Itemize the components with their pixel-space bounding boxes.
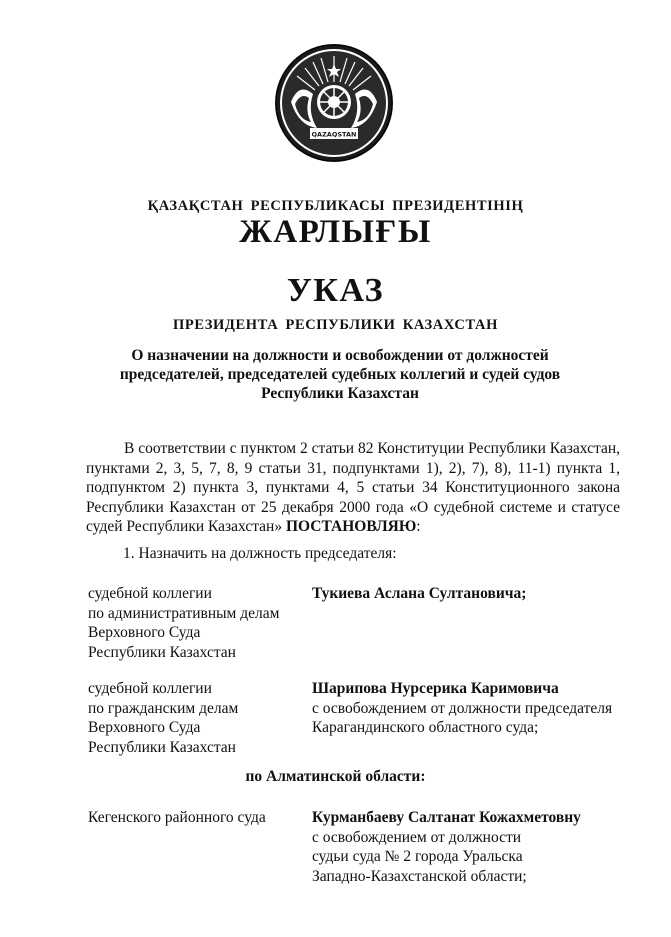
- appointment-position: [88, 584, 303, 662]
- header-russian-line: ПРЕЗИДЕНТА РЕСПУБЛИКИ КАЗАХСТАН: [173, 317, 498, 333]
- appointee-name: Курманбаеву Салтанат Кожахметовну: [312, 809, 581, 826]
- decree-subject-line: Республики Казахстан: [261, 385, 419, 402]
- preamble-text: В соответствии с пунктом 2 статьи 82 Конституции Республики Казахстан, пунктами 2, 3, 5, 7, 8, 9 статьи 31, подпунктами 1), 2), 7), 8), 11-1) пункта 1, подпунктом 2) пункта 3, пунктами 4, 5 статьи 34 Конституционного закона Республики Казахстан от 25 декабря 2000 года «О судебной системе и статусе судей Республики Казахстан»: [86, 440, 620, 535]
- appointee-note-line: Западно-Казахстанской области;: [312, 867, 527, 885]
- region-heading: по Алматинской области:: [245, 768, 426, 785]
- position-line: Кегенского районного суда: [88, 809, 266, 826]
- appointment-position: [88, 679, 303, 757]
- appointee-note-line: Карагандинского областного суда;: [312, 719, 539, 736]
- decree-subject-line: О назначении на должности и освобождении от должностей: [131, 347, 549, 364]
- position-line: Верховного Суда: [88, 624, 201, 641]
- position-line: судебной коллегии: [88, 585, 212, 602]
- position-line: Верховного Суда: [88, 719, 201, 736]
- position-line: по административным делам: [88, 604, 280, 622]
- appointee: [312, 679, 632, 738]
- decree-subject: [100, 346, 580, 403]
- appointment-position: [88, 808, 303, 828]
- decree-word: ПОСТАНОВЛЯЮ: [285, 518, 417, 535]
- appointee-note-line: судьи суда № 2 города Уральска: [312, 848, 523, 865]
- appointee-name: Тукиева Аслана Султановича;: [312, 585, 527, 602]
- item-1-heading: 1. Назначить на должность председателя:: [123, 545, 397, 562]
- position-line: Республики Казахстан: [88, 643, 236, 661]
- header-russian-title: УКАЗ: [286, 272, 385, 309]
- appointee-note-line: с освобождением от должности председателя: [312, 699, 613, 717]
- preamble-paragraph: [86, 439, 620, 537]
- appointee-name: Шарипова Нурсерика Каримовича: [312, 680, 559, 697]
- appointee: [312, 584, 632, 604]
- position-line: судебной коллегии: [88, 680, 212, 697]
- header-kazakh-line: ҚАЗАҚСТАН РЕСПУБЛИКАСЫ ПРЕЗИДЕНТІНІҢ: [147, 198, 524, 214]
- header-kazakh-title: ЖАРЛЫҒЫ: [239, 214, 432, 250]
- position-line: Республики Казахстан: [88, 738, 236, 756]
- preamble-colon: :: [416, 518, 421, 535]
- decree-subject-line: председателей, председателей судебных коллегий и судей судов: [119, 366, 561, 383]
- appointee: [312, 808, 632, 886]
- position-line: по гражданским делам: [88, 699, 239, 717]
- state-emblem-icon: [273, 42, 395, 164]
- emblem-ribbon-text: QAZAQSTAN: [311, 130, 357, 139]
- appointee-note-line: с освобождением от должности: [312, 828, 522, 846]
